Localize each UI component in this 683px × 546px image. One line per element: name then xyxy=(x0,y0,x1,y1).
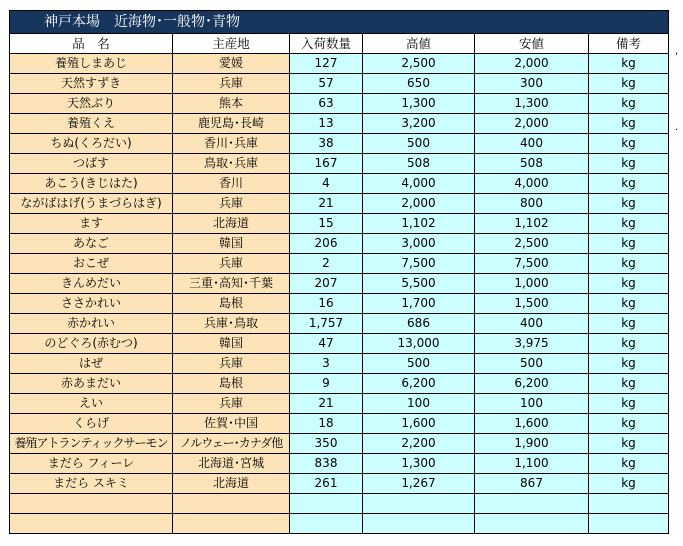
cell-high: 686 xyxy=(363,314,475,334)
cell-notes: kg xyxy=(589,154,669,174)
cell-notes: kg xyxy=(589,254,669,274)
table-row xyxy=(10,414,669,434)
cell-notes: kg xyxy=(589,134,669,154)
table-row xyxy=(10,454,669,474)
cell-low: 7,500 xyxy=(475,254,589,274)
cell-name: くらげ xyxy=(10,414,173,434)
cell-low: 3,975 xyxy=(475,334,589,354)
table-row xyxy=(10,434,669,454)
cell-low: 867 xyxy=(475,474,589,494)
cell-name: 天然すずき xyxy=(10,74,173,94)
cell-notes: kg xyxy=(589,194,669,214)
cell-quantity xyxy=(290,514,363,534)
cell-quantity: 4 xyxy=(290,174,363,194)
cell-low xyxy=(475,514,589,534)
table-row xyxy=(10,254,669,274)
cell-origin xyxy=(173,494,290,514)
cell-name: ちぬ(くろだい) xyxy=(10,134,173,154)
table-row xyxy=(10,114,669,134)
cell-quantity: 47 xyxy=(290,334,363,354)
table-row xyxy=(10,214,669,234)
cell-origin: 兵庫 xyxy=(173,194,290,214)
price-table xyxy=(9,10,669,534)
cell-name: えい xyxy=(10,394,173,414)
cell-quantity: 350 xyxy=(290,434,363,454)
cell-notes: kg xyxy=(589,234,669,254)
cell-origin: 香川･兵庫 xyxy=(173,134,290,154)
cell-origin: 兵庫 xyxy=(173,254,290,274)
cell-high: 500 xyxy=(363,134,475,154)
cell-high: 2,200 xyxy=(363,434,475,454)
cell-quantity: 2 xyxy=(290,254,363,274)
cell-name: きんめだい xyxy=(10,274,173,294)
cell-quantity: 167 xyxy=(290,154,363,174)
cell-quantity: 1,757 xyxy=(290,314,363,334)
cell-high: 13,000 xyxy=(363,334,475,354)
cell-origin: 熊本 xyxy=(173,94,290,114)
cell-notes: kg xyxy=(589,274,669,294)
title-row xyxy=(10,11,669,34)
cell-low xyxy=(475,494,589,514)
cell-quantity: 207 xyxy=(290,274,363,294)
cell-notes: kg xyxy=(589,474,669,494)
sheet-title: 神戸本場 近海物･一般物･青物 xyxy=(10,11,669,34)
cell-high: 650 xyxy=(363,74,475,94)
cell-notes: kg xyxy=(589,54,669,74)
cell-high: 5,500 xyxy=(363,274,475,294)
cell-high: 1,267 xyxy=(363,474,475,494)
cell-low: 300 xyxy=(475,74,589,94)
cell-name xyxy=(10,494,173,514)
cell-high: 4,000 xyxy=(363,174,475,194)
cell-origin: 香川 xyxy=(173,174,290,194)
cell-name: 天然ぶり xyxy=(10,94,173,114)
cell-high: 1,300 xyxy=(363,94,475,114)
cell-low: 100 xyxy=(475,394,589,414)
cell-high: 1,102 xyxy=(363,214,475,234)
cell-notes xyxy=(589,494,669,514)
cell-origin: 佐賀･中国 xyxy=(173,414,290,434)
table-row xyxy=(10,494,669,514)
cell-high: 3,000 xyxy=(363,234,475,254)
cell-origin: 兵庫 xyxy=(173,74,290,94)
header-notes: 備考 xyxy=(589,34,669,54)
cell-quantity: 127 xyxy=(290,54,363,74)
cell-quantity: 18 xyxy=(290,414,363,434)
cell-origin: ノルウェー･カナダ他 xyxy=(173,434,290,454)
cell-quantity: 261 xyxy=(290,474,363,494)
cell-name xyxy=(10,514,173,534)
cell-origin: 三重･高知･千葉 xyxy=(173,274,290,294)
cell-low: 2,500 xyxy=(475,234,589,254)
cell-low: 400 xyxy=(475,134,589,154)
cell-low: 2,000 xyxy=(475,54,589,74)
table-row xyxy=(10,54,669,74)
cell-origin: 島根 xyxy=(173,294,290,314)
cell-name: おこぜ xyxy=(10,254,173,274)
cell-name: はぜ xyxy=(10,354,173,374)
header-name: 品 名 xyxy=(10,34,173,54)
header-low: 安値 xyxy=(475,34,589,54)
cell-quantity xyxy=(290,494,363,514)
table-row xyxy=(10,274,669,294)
header-high: 高値 xyxy=(363,34,475,54)
cell-high: 508 xyxy=(363,154,475,174)
cell-notes: kg xyxy=(589,454,669,474)
cell-high xyxy=(363,514,475,534)
cell-name: 赤あまだい xyxy=(10,374,173,394)
cell-low: 500 xyxy=(475,354,589,374)
cell-origin: 韓国 xyxy=(173,334,290,354)
cell-quantity: 16 xyxy=(290,294,363,314)
table-row xyxy=(10,354,669,374)
cell-quantity: 206 xyxy=(290,234,363,254)
edge-mark: , xyxy=(675,46,679,57)
table-row xyxy=(10,514,669,534)
table-row xyxy=(10,334,669,354)
cell-name: あこう(きじはた) xyxy=(10,174,173,194)
cell-high: 1,300 xyxy=(363,454,475,474)
cell-name: ながばはげ(うまづらはぎ) xyxy=(10,194,173,214)
cell-quantity: 838 xyxy=(290,454,363,474)
cell-origin: 兵庫 xyxy=(173,354,290,374)
cell-origin: 兵庫･鳥取 xyxy=(173,314,290,334)
cell-high: 3,200 xyxy=(363,114,475,134)
cell-name: ささかれい xyxy=(10,294,173,314)
cell-quantity: 63 xyxy=(290,94,363,114)
table-body xyxy=(10,54,669,534)
cell-notes: kg xyxy=(589,74,669,94)
table-row xyxy=(10,154,669,174)
cell-notes: kg xyxy=(589,114,669,134)
cell-high: 1,600 xyxy=(363,414,475,434)
cell-quantity: 9 xyxy=(290,374,363,394)
table-row xyxy=(10,174,669,194)
cell-name: ます xyxy=(10,214,173,234)
cell-quantity: 21 xyxy=(290,194,363,214)
cell-origin: 鳥取･兵庫 xyxy=(173,154,290,174)
cell-low: 400 xyxy=(475,314,589,334)
cell-origin xyxy=(173,514,290,534)
cell-high: 7,500 xyxy=(363,254,475,274)
cell-quantity: 21 xyxy=(290,394,363,414)
cell-notes: kg xyxy=(589,94,669,114)
table-row xyxy=(10,374,669,394)
cell-name: あなご xyxy=(10,234,173,254)
header-row xyxy=(10,34,669,54)
cell-notes: kg xyxy=(589,334,669,354)
header-origin: 主産地 xyxy=(173,34,290,54)
cell-origin: 兵庫 xyxy=(173,394,290,414)
cell-low: 6,200 xyxy=(475,374,589,394)
cell-notes: kg xyxy=(589,314,669,334)
cell-origin: 島根 xyxy=(173,374,290,394)
table-row xyxy=(10,314,669,334)
cell-notes: kg xyxy=(589,374,669,394)
cell-quantity: 38 xyxy=(290,134,363,154)
table-row xyxy=(10,94,669,114)
cell-name: 養殖しまあじ xyxy=(10,54,173,74)
table-row xyxy=(10,474,669,494)
cell-name: まだら スキミ xyxy=(10,474,173,494)
cell-low: 4,000 xyxy=(475,174,589,194)
cell-quantity: 3 xyxy=(290,354,363,374)
cell-low: 1,600 xyxy=(475,414,589,434)
cell-high xyxy=(363,494,475,514)
cell-name: 養殖アトランティックサーモン xyxy=(10,434,173,454)
cell-notes: kg xyxy=(589,174,669,194)
cell-name: 赤かれい xyxy=(10,314,173,334)
cell-low: 1,300 xyxy=(475,94,589,114)
cell-high: 100 xyxy=(363,394,475,414)
cell-quantity: 15 xyxy=(290,214,363,234)
cell-origin: 北海道 xyxy=(173,214,290,234)
cell-notes: kg xyxy=(589,434,669,454)
cell-name: のどぐろ(赤むつ) xyxy=(10,334,173,354)
cell-high: 1,700 xyxy=(363,294,475,314)
cell-name: 養殖くえ xyxy=(10,114,173,134)
cell-origin: 鹿児島･長崎 xyxy=(173,114,290,134)
cell-quantity: 57 xyxy=(290,74,363,94)
edge-mark: . xyxy=(675,122,679,133)
cell-low: 508 xyxy=(475,154,589,174)
cell-notes: kg xyxy=(589,394,669,414)
table-row xyxy=(10,74,669,94)
cell-origin: 北海道 xyxy=(173,474,290,494)
cell-notes: kg xyxy=(589,214,669,234)
cell-notes: kg xyxy=(589,414,669,434)
cell-high: 2,000 xyxy=(363,194,475,214)
table-row xyxy=(10,194,669,214)
cell-notes: kg xyxy=(589,294,669,314)
cell-low: 800 xyxy=(475,194,589,214)
cell-quantity: 13 xyxy=(290,114,363,134)
cell-low: 1,000 xyxy=(475,274,589,294)
table-row xyxy=(10,394,669,414)
cell-name: つばす xyxy=(10,154,173,174)
cell-origin: 愛媛 xyxy=(173,54,290,74)
cell-low: 1,100 xyxy=(475,454,589,474)
cell-low: 2,000 xyxy=(475,114,589,134)
cell-low: 1,900 xyxy=(475,434,589,454)
cell-notes xyxy=(589,514,669,534)
cell-notes: kg xyxy=(589,354,669,374)
cell-low: 1,500 xyxy=(475,294,589,314)
cell-high: 2,500 xyxy=(363,54,475,74)
table-row xyxy=(10,234,669,254)
table-row xyxy=(10,294,669,314)
cell-low: 1,102 xyxy=(475,214,589,234)
cell-high: 500 xyxy=(363,354,475,374)
cell-high: 6,200 xyxy=(363,374,475,394)
cell-name: まだら フィーレ xyxy=(10,454,173,474)
table-row xyxy=(10,134,669,154)
cell-origin: 北海道･宮城 xyxy=(173,454,290,474)
header-quantity: 入荷数量 xyxy=(290,34,363,54)
cell-origin: 韓国 xyxy=(173,234,290,254)
